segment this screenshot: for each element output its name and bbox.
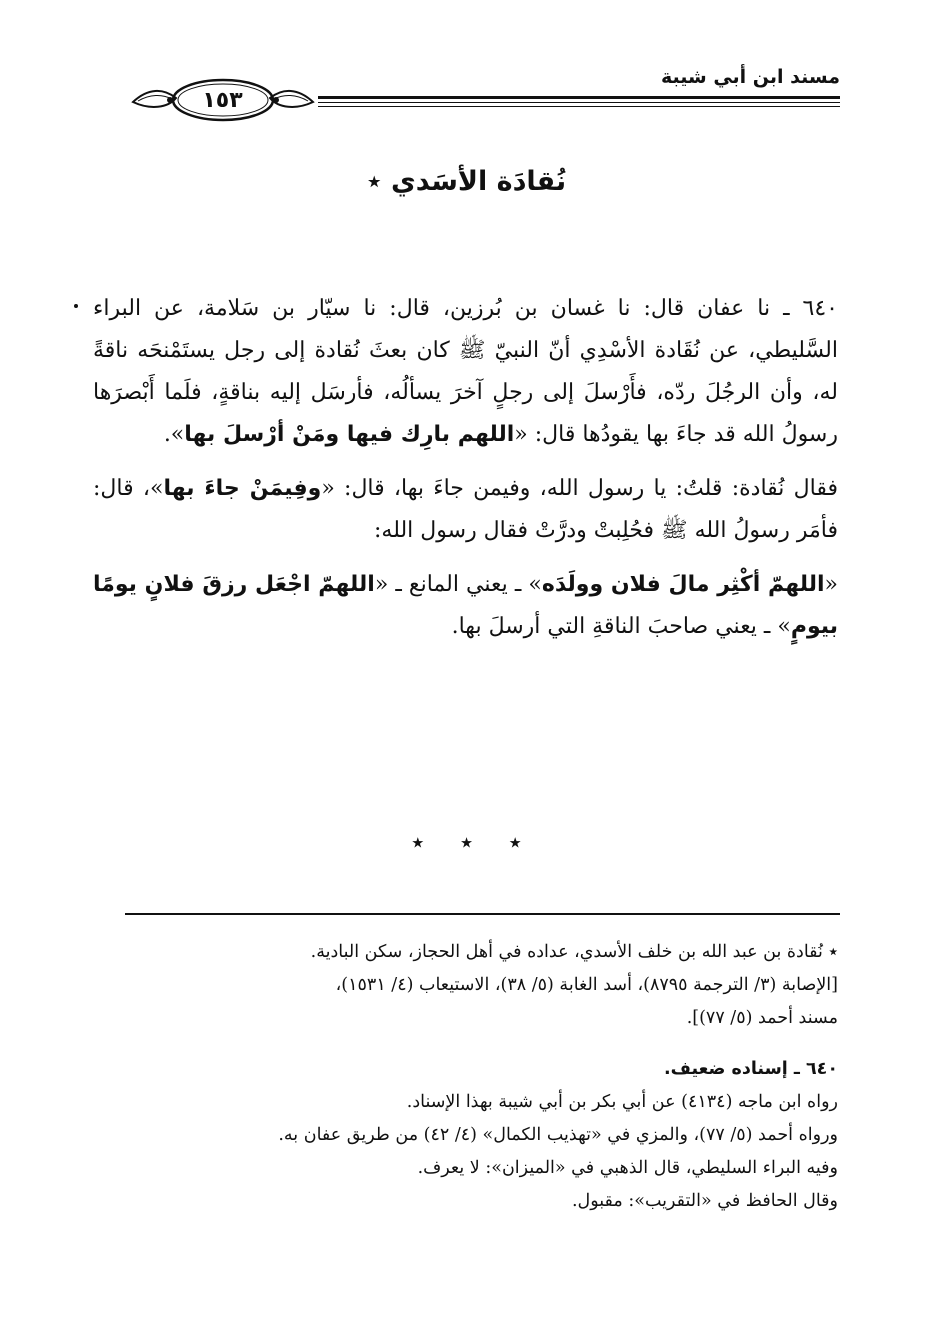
footnote-sources: [الإصابة (٣/ الترجمة ٨٧٩٥)، أسد الغابة (٥/ ٣٨)، الاستيعاب (٤/ ١٥٣١)، [335,975,838,995]
takhrij-line: رواه ابن ماجه (٤١٣٤) عن أبي بكر بن أبي شيبة بهذا الإسناد. [406,1092,838,1112]
prophetic-saying: اللهم بارِك فيها ومَنْ أرْسلَ بها [184,422,515,447]
separator-star-icon: ٭ [459,828,474,856]
takhrij-line: وفيه البراء السليطي، قال الذهبي في «الميزان»: لا يعرف. [417,1158,838,1178]
footnote-bio: ٭ نُقادة بن عبد الله بن خلف الأسدي، عداده في أهل الحجاز، سكن البادية. [310,942,838,962]
footnotes [93,936,838,1218]
running-title: مسند ابن أبي شيبة [660,66,840,88]
quote-open: « [824,572,839,597]
hadith-narration: »، قال: فأمَر رسولُ الله ﷺ فحُلِبتْ ودرَّتْ فقال رسول الله: [93,476,838,543]
takhrij-heading: ٦٤٠ ـ إسناده ضعيف. [664,1059,838,1079]
hadith-paragraph-1 [93,288,838,456]
separator-star-icon: ٭ [411,828,425,856]
takhrij-line: وقال الحافظ في «التقريب»: مقبول. [571,1191,838,1211]
takhrij-line: ورواه أحمد (٥/ ٧٧)، والمزي في «تهذيب الكمال» (٤/ ٤٢) من طريق عفان به. [278,1125,838,1145]
hadith-narration: فقال نُقادة: قلتُ: يا رسول الله، وفيمن جاءَ بها، قال: « [321,476,838,501]
prophetic-saying: وفِيمَنْ جاءَ بها [163,476,322,501]
header-rules [318,96,840,107]
footnote-sources: مسند أحمد (٥/ ٧٧)]. [686,1008,838,1028]
footnote-rule [125,913,840,915]
section-separator [0,828,933,856]
hadith-narration: » ـ يعني المانع ـ « [374,572,542,597]
hadith-narration: » ـ يعني صاحبَ الناقةِ التي أرسلَ بها. [451,614,791,639]
prophetic-saying: اللهمّ اجْعَل رزقَ فلانٍ يومًا بيومٍ [93,572,838,639]
margin-dot [74,304,78,308]
quote-close: ». [163,422,185,447]
hadith-paragraph-2 [93,468,838,552]
hadith-text [93,288,838,660]
prophetic-saying: اللهمّ أكْثِر مالَ فلان وولَدَه [541,572,825,597]
section-heading: نُقادَة الأسَدي ٭ [366,166,567,197]
hadith-narration: ٦٤٠ ـ نا عفان قال: نا غسان بن بُرزين، قال: نا سيّار بن سَلامة، عن البراء السَّليطي، عن نُقَادة الأسْدِي أنّ النبيّ ﷺ كان بعثَ نُقادة إلى رجل يستَمْنحَه ناقةً له، وأن الرجُلَ ردّه، فأَرْسلَ إلى رجلٍ آخرَ يسألُه، فأرسَل إليه بناقةٍ، فلَما أَبْصرَها رسولُ الله قد جاءَ بها يقودُها قال: « [93,296,838,447]
page-number: ١٥٣ [202,88,243,113]
hadith-paragraph-3 [93,564,838,648]
separator-star-icon: ٭ [508,828,522,856]
